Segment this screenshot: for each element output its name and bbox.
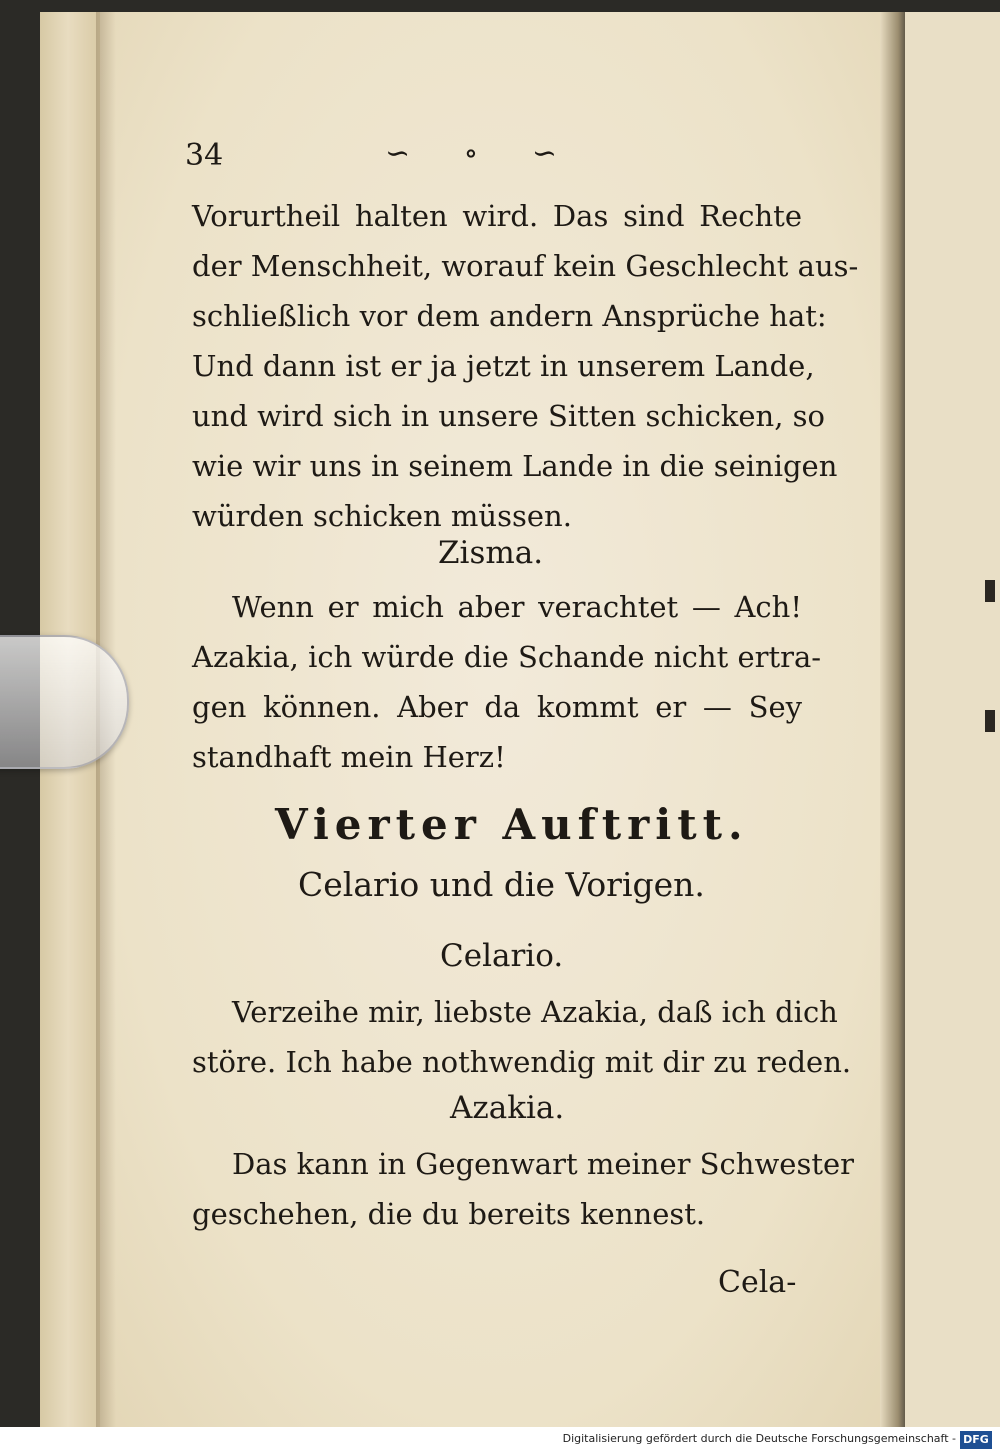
funding-credit: Digitalisierung gefördert durch die Deutsche Forschungsgemeinschaft - — [562, 1432, 956, 1445]
text-line: und wird sich in unsere Sitten schicken, so — [192, 399, 826, 433]
speech-line: standhaft mein Herz! — [192, 740, 506, 774]
speaker-name: Celario. — [440, 938, 564, 974]
text-line: der Menschheit, worauf kein Geschlecht aus- — [192, 249, 859, 283]
speech-line: störe. Ich habe nothwendig mit dir zu reden. — [192, 1045, 852, 1079]
speech-line: gen können. Aber da kommt er — Sey — [192, 690, 802, 724]
running-header — [185, 138, 805, 178]
page-number: 34 — [185, 138, 224, 173]
header-ornament: ∽ ∘ ∽ — [385, 136, 580, 171]
glass-page-weight — [0, 635, 129, 769]
catchword: Cela- — [718, 1265, 797, 1300]
scene-heading: Vierter Auftritt. — [275, 800, 749, 849]
text-line: wie wir uns in seinem Lande in die seinigen — [192, 449, 838, 483]
speech-line: Wenn er mich aber verachtet — Ach! — [232, 590, 802, 624]
speech-line: Das kann in Gegenwart meiner Schwester — [232, 1147, 855, 1181]
speaker-name: Azakia. — [450, 1090, 565, 1126]
text-line: schließlich vor dem andern Ansprüche hat: — [192, 299, 827, 333]
scene-subheading: Celario und die Vorigen. — [298, 865, 705, 904]
dfg-logo: DFG — [960, 1431, 992, 1449]
speech-line: Azakia, ich würde die Schande nicht ertra- — [192, 640, 822, 674]
speaker-name: Zisma. — [438, 535, 544, 571]
text-line: Und dann ist er ja jetzt in unserem Lande, — [192, 349, 815, 383]
speech-line: geschehen, die du bereits kennest. — [192, 1197, 706, 1231]
text-line: Vorurtheil halten wird. Das sind Rechte — [192, 199, 802, 233]
footer-bar — [0, 1427, 1000, 1456]
text-line: würden schicken müssen. — [192, 499, 572, 533]
speech-line: Verzeihe mir, liebste Azakia, daß ich dich — [232, 995, 838, 1029]
